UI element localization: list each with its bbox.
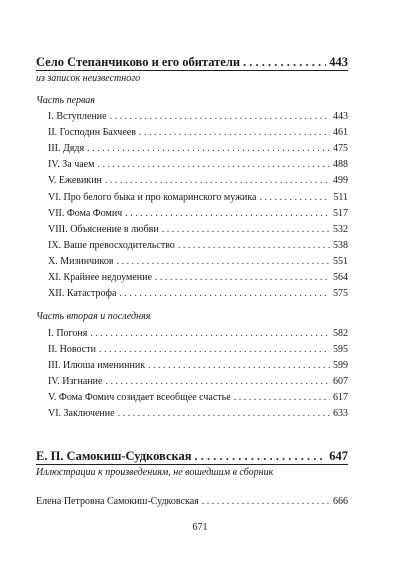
toc-entry <box>48 240 348 251</box>
toc-entry <box>48 175 348 186</box>
toc-entry-page: 443 <box>333 111 348 122</box>
toc-entry-title: XI. Крайнее недоумение <box>48 272 152 283</box>
toc-entry-page: 595 <box>333 344 348 355</box>
toc-entry-title: VI. Про белого быка и про комаринского мужика <box>48 192 257 203</box>
toc-entry <box>48 408 348 419</box>
leader-dots <box>99 344 330 355</box>
toc-entry-page: 517 <box>333 208 348 219</box>
toc-subtitle: из записок неизвестного <box>36 73 141 84</box>
leader-dots <box>119 288 330 299</box>
toc-entry-page: 666 <box>333 496 348 507</box>
toc-main-entry-selo <box>36 55 348 70</box>
toc-entry-title: III. Илюша именинник <box>48 360 146 371</box>
leader-dots <box>234 392 330 403</box>
leader-dots <box>178 240 330 251</box>
toc-entry <box>48 392 348 403</box>
toc-entry-page: 538 <box>333 240 348 251</box>
leader-dots <box>118 408 330 419</box>
leader-dots <box>148 360 330 371</box>
toc-entry-page: 575 <box>333 288 348 299</box>
toc-entry <box>48 256 348 267</box>
leader-dots <box>97 159 330 170</box>
toc-entry-title: X. Мизинчиков <box>48 256 114 267</box>
toc-entry-page: 461 <box>333 127 348 138</box>
leader-dots <box>155 272 330 283</box>
toc-entry <box>48 143 348 154</box>
toc-entry-page: 599 <box>333 360 348 371</box>
toc-entry-title: IV. Изгнание <box>48 376 103 387</box>
toc-entry-page: 617 <box>333 392 348 403</box>
toc-entry <box>48 208 348 219</box>
toc-main-page: 443 <box>329 55 348 69</box>
toc-entry <box>48 288 348 299</box>
leader-dots <box>105 376 330 387</box>
toc-entry-title: XII. Катастрофа <box>48 288 117 299</box>
part-heading: Часть первая <box>36 95 95 106</box>
toc-main-title: Е. П. Самокиш-Судковская <box>36 449 192 463</box>
toc-entry-title: II. Новости <box>48 344 96 355</box>
leader-dots <box>90 328 330 339</box>
toc-entry-page: 582 <box>333 328 348 339</box>
leader-dots <box>259 192 330 203</box>
toc-entry <box>48 192 348 203</box>
leader-dots <box>162 224 330 235</box>
leader-dots <box>117 256 330 267</box>
leader-dots <box>139 127 330 138</box>
page-number: 671 <box>192 522 208 533</box>
toc-entry-title: VI. Заключение <box>48 408 115 419</box>
toc-entry-title: II. Господин Бахчеев <box>48 127 136 138</box>
toc-main-entry-samokish <box>36 449 348 464</box>
toc-entry-title: V. Ежевикин <box>48 175 102 186</box>
toc-entry-page: 499 <box>333 175 348 186</box>
toc-entry-title: I. Вступление <box>48 111 107 122</box>
toc-entry-title: I. Погоня <box>48 328 88 339</box>
leader-dots <box>87 143 330 154</box>
toc-entry-page: 475 <box>333 143 348 154</box>
toc-entry-title: V. Фома Фомич созидает всеобщее счастье <box>48 392 231 403</box>
toc-entry <box>48 328 348 339</box>
leader-dots <box>110 111 330 122</box>
toc-main-page: 647 <box>329 449 348 463</box>
toc-entry-page: 607 <box>333 376 348 387</box>
toc-entry <box>48 272 348 283</box>
toc-entry <box>48 224 348 235</box>
toc-entry <box>48 360 348 371</box>
toc-subtitle: Иллюстрации к произведениям, не вошедшим в сборник <box>36 467 274 478</box>
leader-dots <box>202 496 330 507</box>
toc-entry <box>48 159 348 170</box>
toc-entry-page: 532 <box>333 224 348 235</box>
toc-entry <box>48 376 348 387</box>
toc-entry <box>48 344 348 355</box>
leader-dots <box>195 449 327 464</box>
toc-entry-title: VIII. Объяснение в любви <box>48 224 159 235</box>
toc-entry <box>48 127 348 138</box>
heading-underline <box>36 464 348 465</box>
toc-entry-page: 564 <box>333 272 348 283</box>
toc-entry-title: IX. Ваше превосходительство <box>48 240 175 251</box>
toc-entry-title: III. Дядя <box>48 143 85 154</box>
toc-entry-page: 633 <box>333 408 348 419</box>
toc-entry <box>48 111 348 122</box>
toc-entry-title: IV. За чаем <box>48 159 95 170</box>
toc-entry-page: 488 <box>333 159 348 170</box>
part-heading: Часть вторая и последняя <box>36 311 151 322</box>
toc-entry-title: Елена Петровна Самокиш-Судковская <box>36 496 199 507</box>
heading-underline <box>36 70 348 71</box>
leader-dots <box>243 55 326 70</box>
toc-entry-page: 511 <box>333 192 348 203</box>
leader-dots <box>105 175 330 186</box>
toc-entry <box>36 496 348 507</box>
leader-dots <box>125 208 330 219</box>
toc-entry-title: VII. Фома Фомич <box>48 208 123 219</box>
toc-entry-page: 551 <box>333 256 348 267</box>
toc-main-title: Село Степанчиково и его обитатели <box>36 55 241 69</box>
